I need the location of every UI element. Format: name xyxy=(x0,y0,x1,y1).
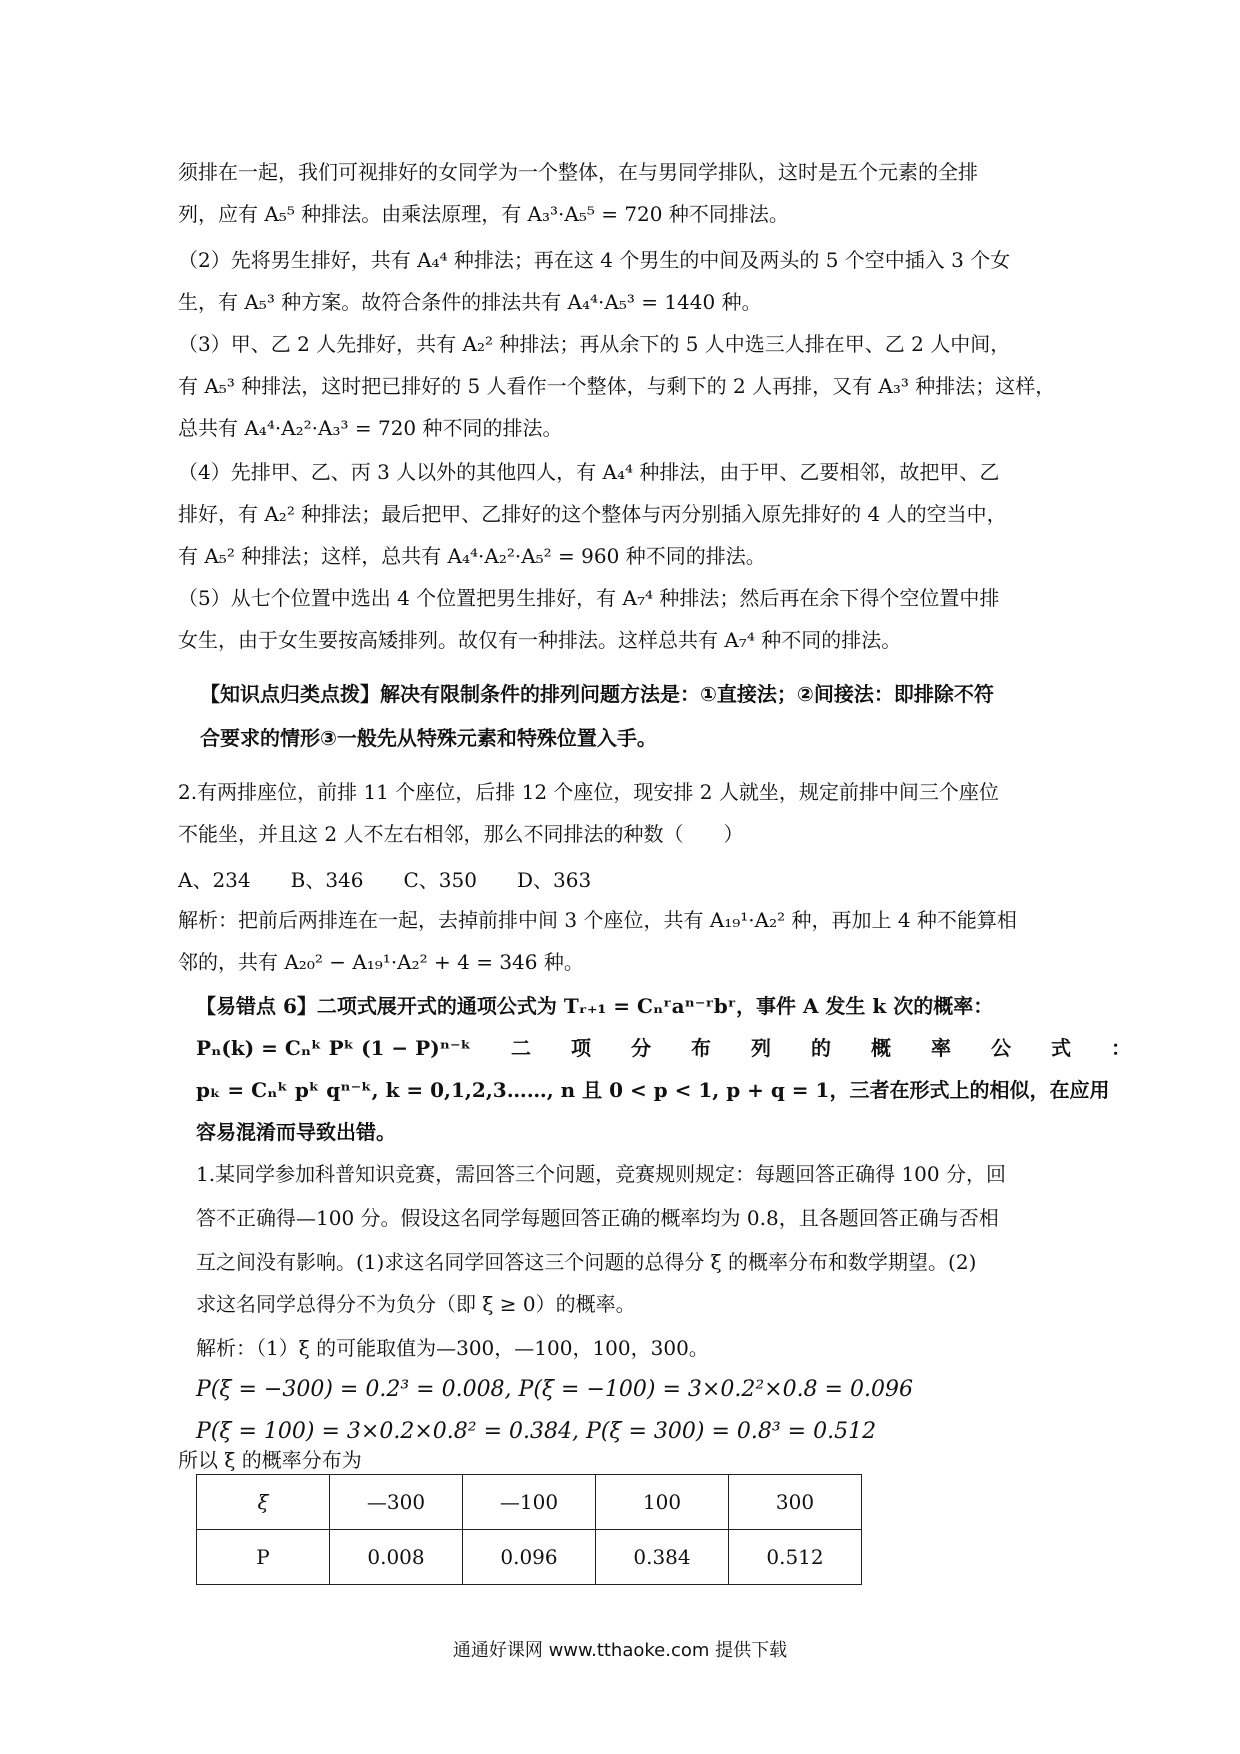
text-line-12: 女生，由于女生要按高矮排列。故仅有一种排法。这样总共有 A₇⁴ 种不同的排法。 xyxy=(178,628,902,652)
probability-distribution-table xyxy=(196,1474,862,1585)
text-line-4: 生，有 A₅³ 种方案。故符合条件的排法共有 A₄⁴·A₅³ = 1440 种。 xyxy=(178,290,762,314)
tip-line-1: 【知识点归类点拨】解决有限制条件的排列问题方法是：①直接法；②间接法：即排除不符 xyxy=(200,682,994,706)
question2-line-2: 不能坐，并且这 2 人不左右相邻，那么不同排法的种数（ ） xyxy=(178,822,744,846)
table-row xyxy=(197,1475,862,1530)
text-line-6: 有 A₅³ 种排法，这时把已排好的 5 人看作一个整体，与剩下的 2 人再排，又有 A₃³ 种排法；这样， xyxy=(178,374,1056,398)
error-point-6-heading: 【易错点 6】二项式展开式的通项公式为 Tᵣ₊₁ = Cₙʳaⁿ⁻ʳbʳ，事件 A 发生 k 次的概率： xyxy=(196,994,994,1018)
table-cell: P xyxy=(197,1530,330,1585)
table-cell: 0.008 xyxy=(330,1530,463,1585)
text-line-1: 须排在一起，我们可视排好的女同学为一个整体，在与男同学排队，这时是五个元素的全排 xyxy=(178,160,978,184)
table-cell: 100 xyxy=(596,1475,729,1530)
text-line-3: （2）先将男生排好，共有 A₄⁴ 种排法；再在这 4 个男生的中间及两头的 5 个空中插入 3 个女 xyxy=(178,248,1011,272)
distribution-formula-line: pₖ = Cₙᵏ pᵏ qⁿ⁻ᵏ, k = 0,1,2,3……, n 且 0 < p < 1, p + q = 1，三者在形式上的相似，在应用 xyxy=(196,1078,1110,1102)
problem1-line-3: 互之间没有影响。(1)求这名同学回答这三个问题的总得分 ξ 的概率分布和数学期望。(2) xyxy=(196,1250,977,1274)
table-row xyxy=(197,1530,862,1585)
question2-options: A、234 B、346 C、350 D、363 xyxy=(178,868,592,892)
problem1-line-2: 答不正确得—100 分。假设这名同学每题回答正确的概率均为 0.8，且各题回答正确与否相 xyxy=(196,1206,999,1230)
error-point-6-tail: 容易混淆而导致出错。 xyxy=(196,1120,396,1144)
problem1-line-4: 求这名同学总得分不为负分（即 ξ ≥ 0）的概率。 xyxy=(196,1292,636,1316)
table-cell: 0.512 xyxy=(729,1530,862,1585)
text-line-8: （4）先排甲、乙、丙 3 人以外的其他四人，有 A₄⁴ 种排法，由于甲、乙要相邻，故把甲、乙 xyxy=(178,460,1000,484)
table-cell: 0.384 xyxy=(596,1530,729,1585)
solution1-line-1: 解析：（1）ξ 的可能取值为—300，—100，100，300。 xyxy=(196,1336,709,1360)
table-cell: 0.096 xyxy=(463,1530,596,1585)
text-line-5: （3）甲、乙 2 人先排好，共有 A₂² 种排法；再从余下的 5 人中选三人排在甲、乙 2 人中间， xyxy=(178,332,1011,356)
answer2-line-1: 解析：把前后两排连在一起，去掉前排中间 3 个座位，共有 A₁₉¹·A₂² 种，再加上 4 种不能算相 xyxy=(178,908,1017,932)
answer2-line-2: 邻的，共有 A₂₀² − A₁₉¹·A₂² + 4 = 346 种。 xyxy=(178,950,584,974)
text-line-11: （5）从七个位置中选出 4 个位置把男生排好，有 A₇⁴ 种排法；然后再在余下得个空位置中排 xyxy=(178,586,1000,610)
text-line-9: 排好，有 A₂² 种排法；最后把甲、乙排好的这个整体与丙分别插入原先排好的 4 人的空当中， xyxy=(178,502,1007,526)
tip-line-2: 合要求的情形③一般先从特殊元素和特殊位置入手。 xyxy=(200,726,657,750)
footer-source: 通通好课网 www.tthaoke.com 提供下载 xyxy=(452,1640,788,1661)
table-cell: —100 xyxy=(463,1475,596,1530)
solution1-formula-2: P(ξ = 100) = 3×0.2×0.8² = 0.384, P(ξ = 300) = 0.8³ = 0.512 xyxy=(196,1419,877,1444)
binomial-formula-line: Pₙ(k) = Cₙᵏ Pᵏ (1 − P)ⁿ⁻ᵏ 二 项 分 布 列 的 概 率 公 式 ： xyxy=(196,1036,1132,1060)
text-line-7: 总共有 A₄⁴·A₂²·A₃³ = 720 种不同的排法。 xyxy=(178,416,563,440)
problem1-line-1: 1.某同学参加科普知识竞赛，需回答三个问题，竞赛规则规定：每题回答正确得 100 分，回 xyxy=(196,1162,1006,1186)
solution1-formula-1: P(ξ = −300) = 0.2³ = 0.008, P(ξ = −100) = 3×0.2²×0.8 = 0.096 xyxy=(196,1377,913,1402)
table-cell: —300 xyxy=(330,1475,463,1530)
text-line-2: 列，应有 A₅⁵ 种排法。由乘法原理，有 A₃³·A₅⁵ = 720 种不同排法。 xyxy=(178,202,789,226)
question2-line-1: 2.有两排座位，前排 11 个座位，后排 12 个座位，现安排 2 人就坐，规定前排中间三个座位 xyxy=(178,780,999,804)
table-cell: 300 xyxy=(729,1475,862,1530)
table-cell: ξ xyxy=(197,1475,330,1530)
text-line-10: 有 A₅² 种排法；这样，总共有 A₄⁴·A₂²·A₅² = 960 种不同的排法。 xyxy=(178,544,766,568)
distribution-caption: 所以 ξ 的概率分布为 xyxy=(178,1448,362,1472)
